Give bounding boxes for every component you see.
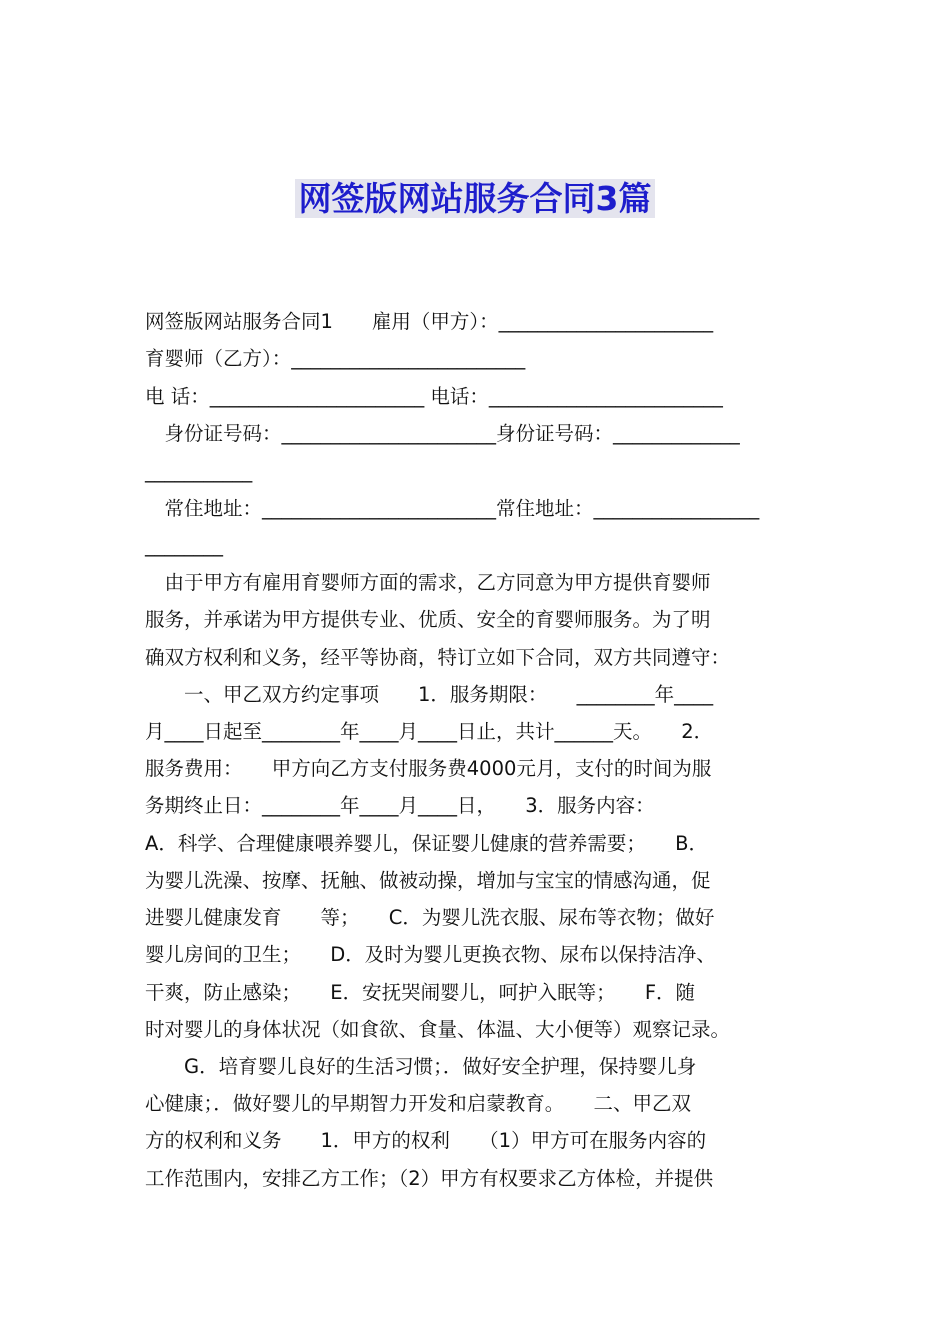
- document-title: 网签版网站服务合同3篇: [0, 176, 950, 222]
- text-line: ________: [145, 534, 223, 557]
- text-line: 身份证号码：______________________身份证号码：_____________: [145, 422, 740, 445]
- text-line: 务期终止日：________年____月____日， 3．服务内容：: [145, 794, 655, 817]
- text-line: 心健康；．做好婴儿的早期智力开发和启蒙教育。 二、甲乙双: [145, 1092, 692, 1115]
- text-line: 常住地址：________________________常住地址：_________________: [145, 497, 760, 520]
- text-line: 服务，并承诺为甲方提供专业、优质、安全的育婴师服务。为了明: [145, 608, 711, 631]
- text-line: 服务费用： 甲方向乙方支付服务费4000元月，支付的时间为服: [145, 757, 712, 780]
- text-line: 工作范围内，安排乙方工作；（2）甲方有权要求乙方体检，并提供: [145, 1167, 714, 1190]
- text-line: 由于甲方有雇用育婴师方面的需求，乙方同意为甲方提供育婴师: [145, 571, 711, 594]
- text-line: 确双方权利和义务，经平等协商，特订立如下合同，双方共同遵守：: [145, 646, 731, 669]
- text-line: 婴儿房间的卫生； D．及时为婴儿更换衣物、尿布以保持洁净、: [145, 943, 716, 966]
- text-line: 为婴儿洗澡、按摩、抚触、做被动操，增加与宝宝的情感沟通，促: [145, 869, 711, 892]
- text-line: ___________: [145, 460, 253, 483]
- text-line: 方的权利和义务 1．甲方的权利 （1）甲方可在服务内容的: [145, 1129, 707, 1152]
- text-line: 进婴儿健康发育 等； C．为婴儿洗衣服、尿布等衣物；做好: [145, 906, 715, 929]
- text-line: A．科学、合理健康喂养婴儿，保证婴儿健康的营养需要； B．: [145, 832, 708, 855]
- text-line: 干爽，防止感染； E．安抚哭闹婴儿，呵护入眠等； F．随: [145, 981, 696, 1004]
- text-line: 一、甲乙双方约定事项 1．服务期限： ________年____: [145, 683, 714, 706]
- text-line: 时对婴儿的身体状况（如食欲、食量、体温、大小便等）观察记录。: [145, 1018, 731, 1041]
- text-line: 网签版网站服务合同1 雇用（甲方）：______________________: [145, 310, 714, 333]
- text-line: 电 话：______________________ 电话：________________________: [145, 385, 723, 408]
- text-line: G．培育婴儿良好的生活习惯；．做好安全护理，保持婴儿身: [145, 1055, 697, 1078]
- text-line: 育婴师（乙方）：________________________: [145, 347, 526, 370]
- text-line: 月____日起至________年____月____日止，共计______天。 2．: [145, 720, 714, 743]
